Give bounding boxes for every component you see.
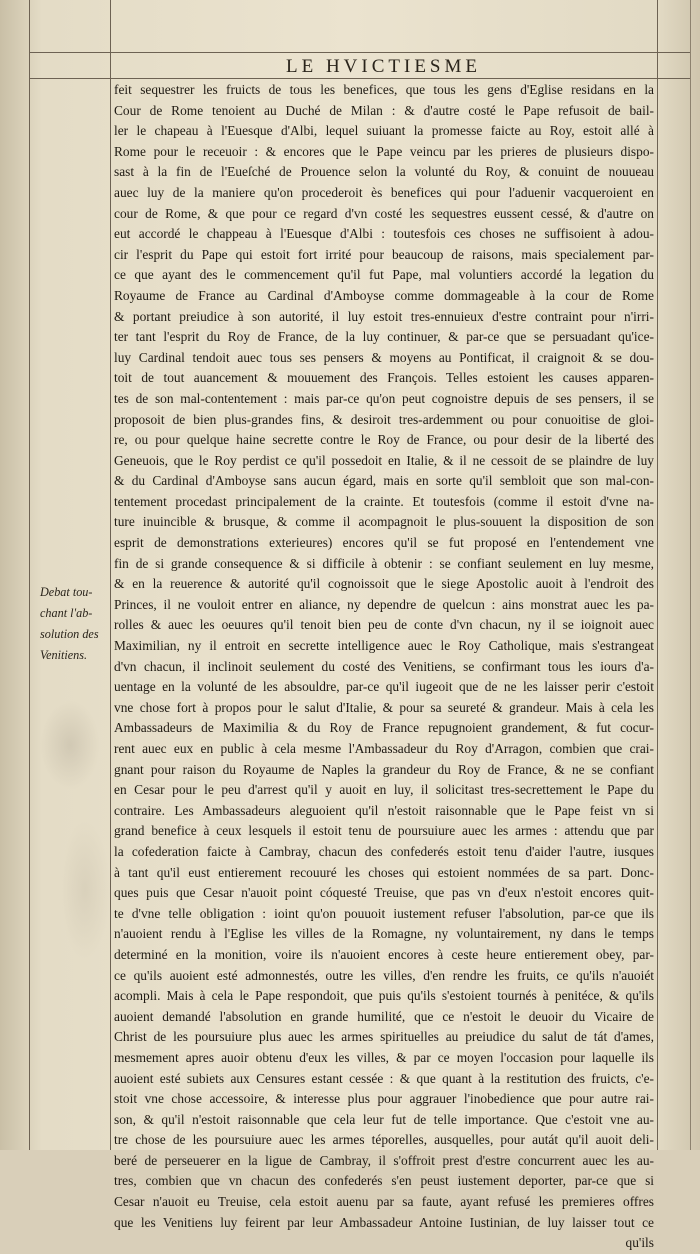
text-line: tentement procedast principalement de la crainte. Et toutesfois (comme il estoit d'vne na- [114, 493, 654, 509]
text-line: à tant qu'il eust entierement recouuré les choses qui estoient nommées de sa part. Donc- [114, 864, 654, 880]
text-line: que les Venitiens luy feirent par leur Ambassadeur Antoine Iustinian, de luy laisser tout ce [114, 1214, 654, 1230]
text-line: gnant pour raison du Royaume de Naples la grandeur du Roy de France, & ne se confiant [114, 761, 654, 777]
text-line: acompli. Mais à cela le Pape respondoit, que puis qu'ils s'estoient tournés à penitéce, & qu'ils [114, 988, 654, 1004]
text-line: proposoit de bien plus-grandes fins, & desiroit tres-ardemment ou pour conuoitise de gloi- [114, 411, 654, 427]
text-line: & en la reuerence & autorité qu'il cognoissoit que le siege Apostolic auoit à l'endroit des [114, 576, 654, 592]
text-line: cour de Rome, & que pour ce regard d'vn costé les sequestres eussent cessé, & d'autre on [114, 205, 654, 221]
text-line: tres, combien que vn chacun des confederés s'en peust iustement deporter, par-ce que si [114, 1173, 654, 1189]
text-line: determiné en la monition, voire ils n'auoient encores à ceste heure entierement obey, par- [114, 946, 654, 962]
marginal-note-line: Venitiens. [40, 648, 88, 662]
marginal-note-line: Debat tou- [40, 585, 93, 599]
catchword: qu'ils [625, 1235, 654, 1251]
text-line: stoit vne chose accessoire, & interesse plus pour aggrauer l'inobedience que pour autre rai- [114, 1091, 654, 1107]
text-line: ter tant l'esprit du Roy de France, de la luy continuer, & par-ce que se persuadant qu'ice- [114, 329, 654, 345]
running-head: LE HVICTIESME [285, 56, 481, 77]
text-line: Cour de Rome tenoient au Duché de Milan : & d'autre costé le Pape refusoit de bail- [114, 102, 654, 118]
text-line: ques puis que Cesar n'auoit point cóquesté Treuise, que pas vn d'eux n'estoit encores quit- [114, 885, 654, 901]
text-line: rolles & auec les oeuures qu'il tenoit bien peu de conte d'vn chacun, ny il se ioignoit auec [114, 617, 654, 633]
text-line: re, ou pour quelque haine secrette contre le Roy de France, ou pour desir de la liberté des [114, 432, 654, 448]
text-line: beré de perseuerer en la ligue de Cambray, il s'offroit prest d'estre concurrent auec les au- [114, 1152, 654, 1168]
text-line: tre chose de les poursuiure auec les armes téporelles, ausquelles, pour autát qu'il auoit deli- [114, 1132, 654, 1148]
text-line: Rome pour le receuoir : & encores que le Pape veincu par les prieres de plusieurs dispo- [114, 143, 654, 159]
text-line: uentage en la volunté de les absouldre, par-ce qu'il iugeoit que de ne les laisser perir c'estoit [114, 679, 654, 695]
text-line: eut accordé le chappeau à l'Euesque d'Albi : toutesfois ces choses ne suffisoient à adou- [114, 226, 654, 242]
text-line: auoient demandé l'absolution en grande humilité, que ce n'estoit le deuoir du Vicaire de [114, 1008, 654, 1024]
text-line: te d'vne telle obligation : ioint qu'on pouuoit iustement refuser l'absolution, par-ce que ils [114, 905, 654, 921]
text-line: Christ de les poursuiure plus auec les armes spirituelles au preiudice du salut de tát d'ames, [114, 1029, 654, 1045]
text-line: ture inuincible & brusque, & comme il acompagnoit le plus-souuent la disposition de son [114, 514, 654, 530]
margin-rule-right [657, 0, 658, 1150]
page-edge-rule [690, 0, 691, 1150]
text-line: & du Cardinal d'Amboyse sans aucun égard, mais en sorte qu'il sembloit que son mal-con- [114, 473, 654, 489]
margin-rule-inner [110, 0, 111, 1150]
text-line: tes de son mal-contentement : mais par-ce qu'on peut cognoistre depuis de ses pensers, il se [114, 390, 654, 406]
text-line: grand benefice à ceux lesquels il estoit tenu de poursuiure auec les armes : attendu que par [114, 823, 654, 839]
text-line: auec luy de la maniere qu'on procederoit ès benefices qui pour l'aduenir vacqueroient en [114, 184, 654, 200]
margin-rule-outer [29, 0, 30, 1150]
text-line: mesmement apres auoir obtenu d'eux les villes, & par ce moyen l'occasion pour laquelle ils [114, 1049, 654, 1065]
text-line: cir l'esprit du Pape qui estoit fort irrité pour beaucoup de raisons, mais specialement par- [114, 246, 654, 262]
text-line: ce qu'ils auoient esté admonnestés, outre les villes, d'en rendre les fruits, ce qu'ils n'auoiét [114, 967, 654, 983]
marginal-note [40, 582, 106, 666]
text-line: Cesar n'auoit eu Treuise, cela estoit auenu par sa faute, ayant refusé les premieres offres [114, 1194, 654, 1210]
text-line: luy Cardinal tendoit auec tous ses pensers & moyens au Pontificat, il craignoit & se dou- [114, 349, 654, 365]
main-text-block [114, 80, 654, 1254]
header-rule-top [29, 52, 690, 53]
text-line: & portant preiudice à son autorité, il luy estoit tres-ennuieux d'estre contraint pour n'irri- [114, 308, 654, 324]
text-line: ler le chapeau à l'Euesque d'Albi, lequel suiuant la promesse faicte au Roy, estoit allé à [114, 123, 654, 139]
text-line: contraire. Les Ambassadeurs aleguoient qu'il n'estoit raisonnable que le Pape feist vn si [114, 802, 654, 818]
paper-stain [60, 820, 110, 960]
text-line: rent auec eux en public à cela mesme l'Ambassadeur du Roy d'Arragon, combien que crai- [114, 741, 654, 756]
text-line: esprit de demonstrations exterieures) encores qu'il se fut proposé en l'entendement vne [114, 535, 654, 551]
text-line: sast à la fin de l'Eueſché de Prouence selon la volunté du Roy, & conuint de nouueau [114, 164, 654, 180]
text-line: auoient esté subiets aux Censures estant cessée : & que quant à la restitution des fruicts, c'e- [114, 1070, 654, 1086]
text-line: la cofederation faicte à Cambray, chacun des confederés estoit tenu d'aider l'autre, iusques [114, 843, 654, 859]
text-line: Princes, il ne vouloit entrer en aliance, ny dependre de quelcun : ains monstrat auec les pa- [114, 596, 654, 612]
text-line: ce que ayant des le commencement qu'il fut Pape, mal voluntiers accordé la legation du [114, 267, 654, 283]
text-line: fin de si grande consequence & si difficile à obtenir : se confiant seulement en luy mesme, [114, 555, 654, 571]
text-line: feit sequestrer les fruicts de tous les benefices, que tous les gens d'Eglise residans en la [114, 82, 654, 97]
text-line: n'auoient rendu à l'Eglise les villes de la Romagne, ny voluntairement, ny dans le temps [114, 926, 654, 942]
text-line: Geneuois, que le Roy perdist ce qu'il possedoit en Italie, & il ne cessoit de se plaindre de luy [114, 452, 654, 468]
text-line: toit de tout auancement & mouuement des François. Telles estoient les causes apparen- [114, 370, 654, 386]
marginal-note-line: solution des [40, 627, 99, 641]
show-through-stain [40, 700, 100, 790]
text-line: Royaume de France au Cardinal d'Amboyse comme dommageable à la cour de Rome [114, 287, 654, 303]
text-line: Maximilian, ny il entroit en secrette intelligence auec le Roy Catholique, mais s'estrangeat [114, 638, 654, 654]
header-rule-bottom [29, 78, 690, 79]
text-line: son, & qu'il n'estoit raisonnable que cela leur fut de telle importance. Que c'estoit vne au- [114, 1111, 654, 1127]
marginal-note-line: chant l'ab- [40, 606, 93, 620]
text-line: en Cesar pour le peu d'arrest qu'il y auoit en luy, il solicitast tres-secrettement le Pape du [114, 782, 654, 798]
text-line: vne chose fort à propos pour le salut d'Italie, & pour sa seureté & grandeur. Mais à cela les [114, 699, 654, 715]
text-line: Ambassadeurs de Maximilia & du Roy de France repugnoient grandement, & fut cocur- [114, 720, 654, 736]
text-line: d'vn chacun, il inclinoit seulement du costé des Venitiens, se confirmant tous les iours d'a- [114, 658, 654, 674]
